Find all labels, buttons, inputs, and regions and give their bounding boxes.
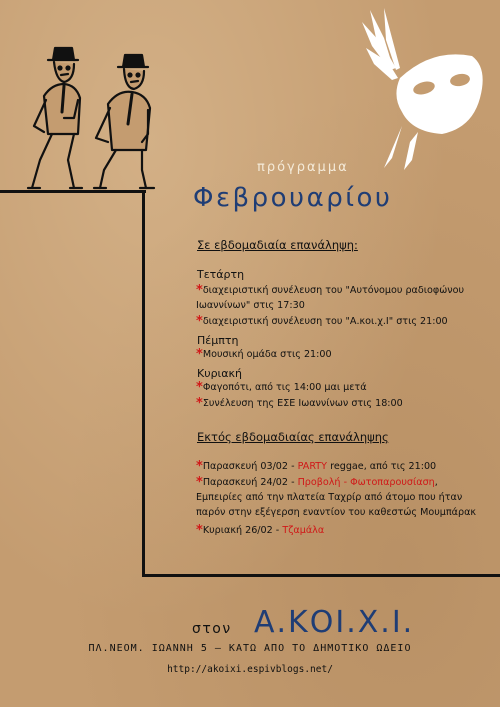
day-label: Πέμπτη bbox=[197, 334, 239, 347]
special-heading: Εκτός εβδομαδιαίας επανάληψης bbox=[197, 430, 389, 444]
weekly-heading: Σε εβδομαδιαία επανάληψη: bbox=[197, 238, 358, 252]
two-men-figures-icon bbox=[4, 0, 164, 195]
event-item: *Παρασκευή 03/02 - PARTY reggae, από τις 21:00 bbox=[196, 459, 437, 474]
list-item: *διαχειριστική συνέλευση του "Α.κοι.χ.Ι" στις 21:00 bbox=[196, 314, 448, 329]
list-item: *Φαγοπότι, από τις 14:00 μαι μετά bbox=[196, 380, 367, 395]
address: ΠΛ.ΝΕΟΜ. ΙΩΑΝΝΗ 5 – ΚΑΤΩ ΑΠΟ ΤΟ ΔΗΜΟΤΙΚΟ ΩΔΕΙΟ bbox=[88, 643, 412, 654]
day-label: Τετάρτη bbox=[197, 268, 245, 281]
carnival-mask-icon bbox=[362, 8, 492, 178]
day-label: Κυριακή bbox=[197, 367, 242, 380]
event-item: *Παρασκευή 24/02 - Προβολή - Φωτοπαρουσίαση, Εμπειρίες από την πλατεία Ταχρίρ από άτομο που ήταν παρόν στην εξέγερση εναντίον του καθεστώς Μουμπάρακ bbox=[196, 475, 477, 518]
list-item: *Μουσική ομάδα στις 21:00 bbox=[196, 347, 332, 362]
subtitle: πρόγραμμα bbox=[257, 160, 349, 175]
list-item: *διαχειριστική συνέλευση του "Αυτόνομου ραδιοφώνου Ιωαννίνων" στις 17:30 bbox=[196, 283, 465, 311]
venue-name: Α.ΚΟΙ.Χ.Ι. bbox=[254, 605, 415, 640]
event-item: *Κυριακή 26/02 - Τζαμάλα bbox=[196, 523, 325, 538]
box-bottom-line bbox=[142, 574, 500, 577]
page-title: Φεβρουαρίου bbox=[193, 183, 393, 213]
box-left-line bbox=[142, 190, 145, 577]
list-item: *Συνέλευση της ΕΣΕ Ιωαννίνων στις 18:00 bbox=[196, 396, 403, 411]
footer-prefix: στον bbox=[192, 621, 232, 637]
website-link[interactable]: http://akoixi.espivblogs.net/ bbox=[167, 664, 333, 675]
